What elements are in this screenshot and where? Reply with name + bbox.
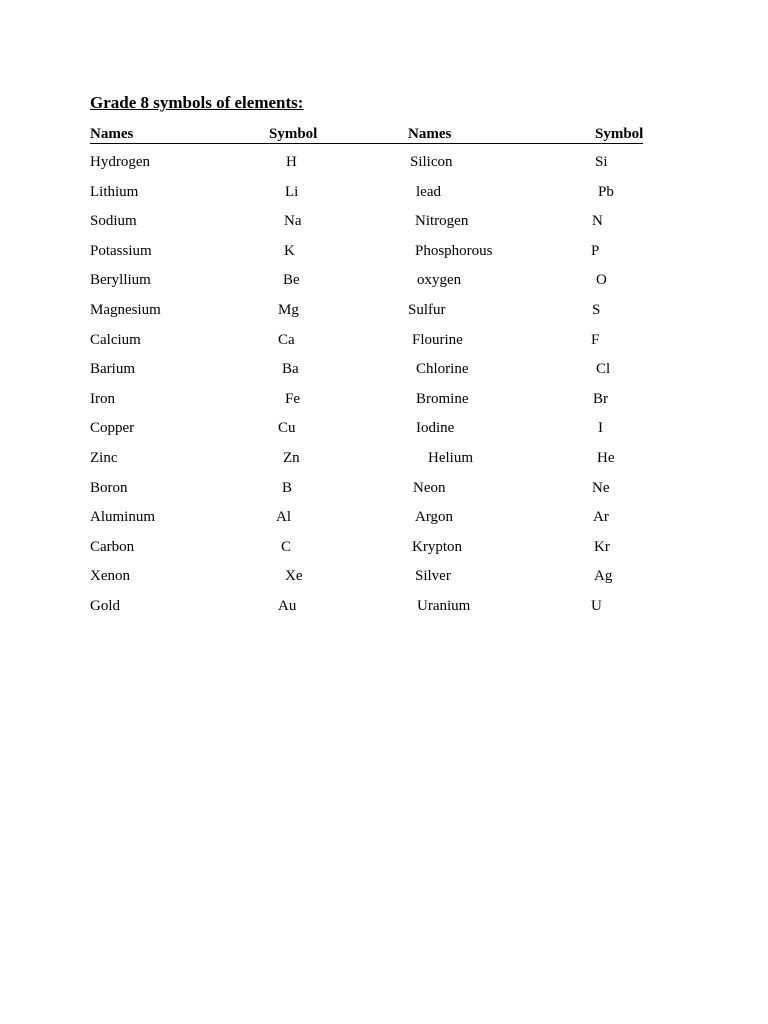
table-row [90, 568, 650, 598]
table-row [90, 213, 650, 243]
element-symbol-left: Xe [285, 568, 303, 585]
table-row [90, 509, 650, 539]
header-symbol-2: Symbol [595, 126, 644, 142]
element-symbol-left: K [284, 242, 295, 259]
header-names-2: Names [408, 126, 452, 142]
element-symbol-left: Ca [278, 331, 295, 348]
element-name-left: Beryllium [90, 272, 151, 289]
table-row [90, 450, 650, 480]
element-name-right: Neon [413, 479, 446, 496]
element-name-right: Silver [415, 568, 451, 585]
element-symbol-right: Ne [592, 479, 610, 496]
element-symbol-right: S [592, 301, 601, 318]
element-name-left: Barium [90, 361, 135, 378]
element-symbol-left: Zn [283, 449, 300, 466]
table-row [90, 243, 650, 273]
element-name-right: Nitrogen [415, 213, 469, 230]
element-name-left: Iron [90, 390, 115, 407]
table-row [90, 539, 650, 569]
table-row [90, 302, 650, 332]
element-name-right: lead [416, 183, 441, 200]
element-name-left: Potassium [90, 242, 152, 259]
table-row [90, 391, 650, 421]
element-name-left: Xenon [90, 568, 130, 585]
element-name-right: Helium [428, 449, 473, 466]
element-name-left: Magnesium [90, 301, 161, 318]
element-symbol-left: Li [285, 183, 299, 200]
element-name-right: Iodine [416, 420, 455, 437]
element-name-right: Silicon [410, 154, 453, 170]
element-symbol-right: He [597, 449, 615, 466]
table-row [90, 184, 650, 214]
element-symbol-left: C [281, 538, 292, 555]
element-name-left: Boron [90, 479, 128, 496]
element-symbol-right: Ag [594, 568, 613, 585]
element-name-right: Krypton [412, 538, 462, 555]
element-name-left: Sodium [90, 213, 137, 230]
element-symbol-right: U [591, 597, 602, 614]
element-symbol-right: Pb [598, 183, 614, 200]
element-symbol-left: Au [278, 597, 297, 614]
elements-table [90, 154, 650, 628]
table-row [90, 332, 650, 362]
element-name-left: Lithium [90, 183, 139, 200]
element-name-left: Calcium [90, 331, 141, 348]
table-row [90, 598, 650, 628]
document-title: Grade 8 symbols of elements: [90, 93, 304, 112]
element-symbol-left: Na [284, 213, 302, 230]
element-name-right: Flourine [412, 331, 463, 348]
element-name-left: Aluminum [90, 509, 156, 526]
element-symbol-left: H [286, 154, 297, 170]
element-symbol-left: Mg [278, 301, 299, 318]
element-name-right: Sulfur [408, 301, 446, 318]
table-row [90, 420, 650, 450]
table-row [90, 480, 650, 510]
element-symbol-right: Si [595, 154, 608, 170]
element-symbol-right: Kr [594, 538, 610, 555]
element-symbol-left: Fe [285, 390, 300, 407]
element-symbol-right: Cl [596, 361, 611, 378]
element-symbol-right: O [596, 272, 607, 289]
element-name-right: Uranium [417, 597, 471, 614]
element-name-left: Zinc [90, 449, 118, 466]
element-name-left: Copper [90, 420, 135, 437]
element-name-right: Phosphorous [415, 242, 493, 259]
header-symbol-1: Symbol [269, 126, 318, 142]
element-name-right: Argon [415, 509, 454, 526]
element-symbol-right: P [591, 242, 600, 259]
table-row [90, 272, 650, 302]
element-symbol-right: N [592, 213, 603, 230]
element-name-right: Bromine [416, 390, 469, 407]
element-symbol-right: Ar [593, 509, 609, 526]
element-symbol-right: F [591, 331, 600, 348]
element-name-left: Carbon [90, 538, 135, 555]
element-symbol-left: Be [283, 272, 300, 289]
element-name-left: Hydrogen [90, 154, 150, 170]
header-names-1: Names [90, 126, 134, 142]
table-header [90, 126, 643, 144]
table-row [90, 361, 650, 391]
element-symbol-left: B [282, 479, 293, 496]
element-symbol-left: Ba [282, 361, 299, 378]
element-symbol-left: Cu [278, 420, 296, 437]
element-symbol-right: I [598, 420, 603, 437]
table-row [90, 154, 650, 184]
element-symbol-left: Al [276, 509, 291, 526]
element-name-right: Chlorine [416, 361, 469, 378]
element-name-right: oxygen [417, 272, 462, 289]
element-symbol-right: Br [593, 390, 608, 407]
element-name-left: Gold [90, 597, 120, 614]
